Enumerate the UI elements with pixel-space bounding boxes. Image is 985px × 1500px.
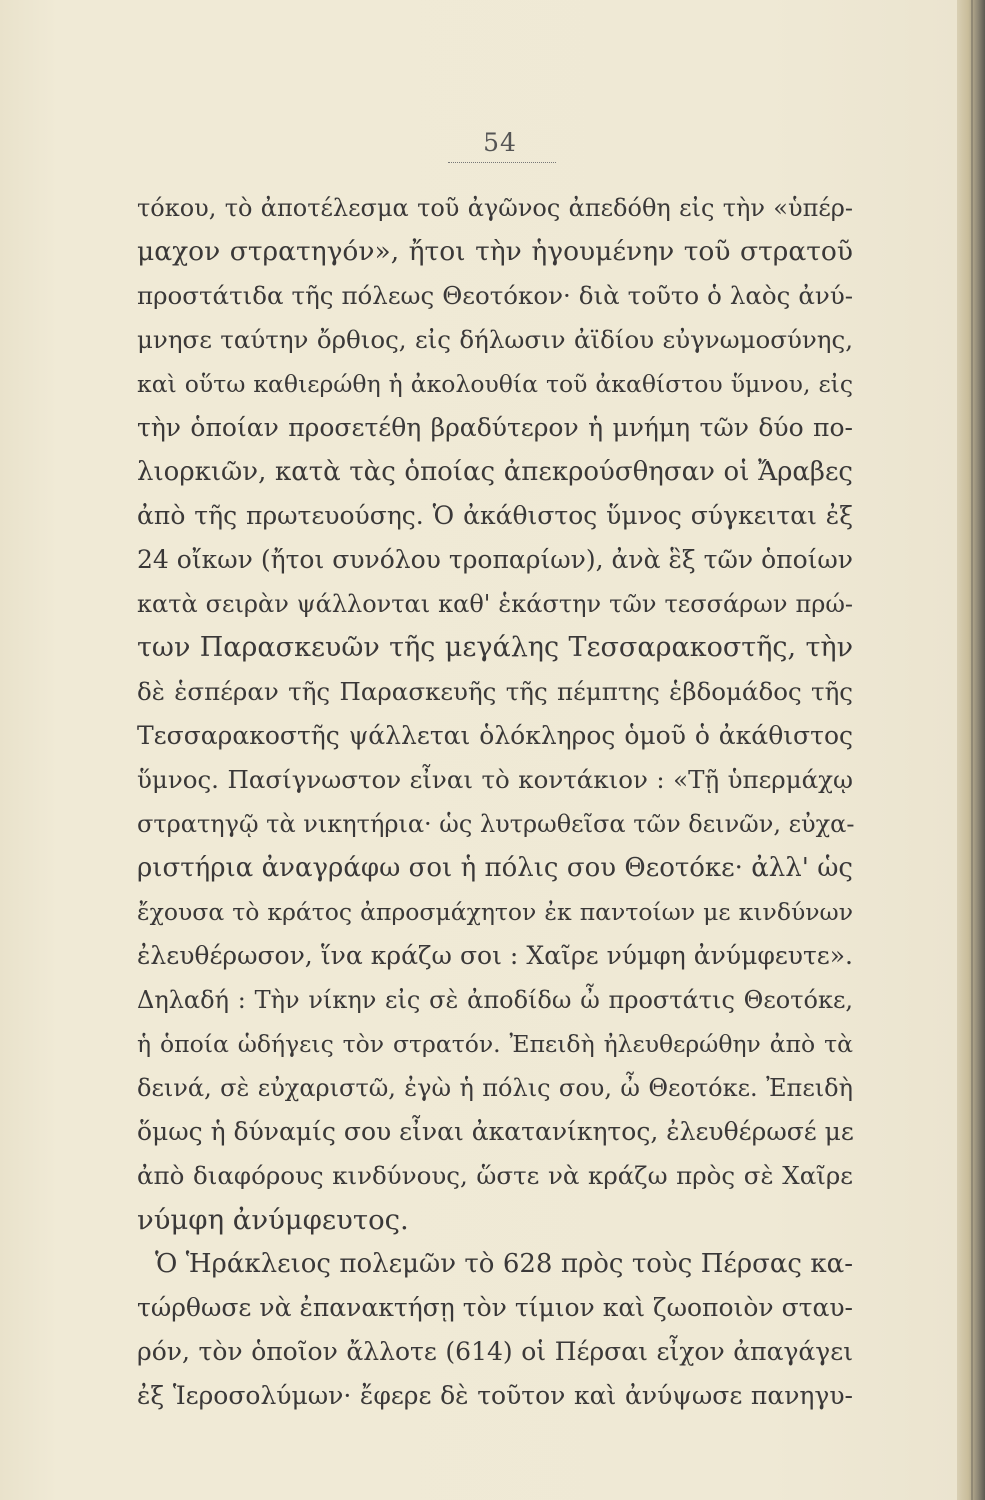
page-number: 54 <box>483 128 517 157</box>
text-line: ριστήρια ἀναγράφω σοι ἡ πόλις σου Θεοτόκε· ἀλλ' ὡς <box>137 853 853 883</box>
body-text <box>137 186 853 1418</box>
text-line: τώρθωσε νὰ ἐπανακτήσῃ τὸν τίμιον καὶ ζωοποιὸν σταυ- <box>137 1293 853 1322</box>
text-line: προστάτιδα τῆς πόλεως Θεοτόκον· διὰ τοῦτο ὁ λαὸς ἀνύ- <box>137 281 853 310</box>
text-line: 24 οἴκων (ἤτοι συνόλου τροπαρίων), ἀνὰ ἓξ τῶν ὁποίων <box>137 545 853 574</box>
text-line: των Παρασκευῶν τῆς μεγάλης Τεσσαρακοστῆς, τὴν <box>137 632 853 663</box>
text-line: μαχον στρατηγόν», ἤτοι τὴν ἡγουμένην τοῦ στρατοῦ <box>137 236 853 267</box>
text-line: λιορκιῶν, κατὰ τὰς ὁποίας ἀπεκρούσθησαν οἱ Ἄραβες <box>137 457 853 487</box>
text-line: ὕμνος. Πασίγνωστον εἶναι τὸ κοντάκιον : «Τῇ ὑπερμάχῳ <box>137 765 853 794</box>
text-line: ἀπὸ διαφόρους κινδύνους, ὥστε νὰ κράζω πρὸς σὲ Χαῖρε <box>137 1161 853 1190</box>
text-line: καὶ οὕτω καθιερώθη ἡ ἀκολουθία τοῦ ἀκαθίστου ὕμνου, εἰς <box>137 370 853 398</box>
text-line: δεινά, σὲ εὐχαριστῶ, ἐγὼ ἡ πόλις σου, ὦ Θεοτόκε. Ἐπειδὴ <box>137 1074 853 1102</box>
text-line: Δηλαδή : Τὴν νίκην εἰς σὲ ἀποδίδω ὦ προστάτις Θεοτόκε, <box>137 986 853 1014</box>
text-line: δὲ ἑσπέραν τῆς Παρασκευῆς τῆς πέμπτης ἑβδομάδος τῆς <box>137 677 853 706</box>
text-line: Ὁ Ἡράκλειος πολεμῶν τὸ 628 πρὸς τοὺς Πέρσας κα- <box>155 1249 853 1279</box>
header-rule <box>448 162 556 163</box>
text-line: νύμφη ἀνύμφευτος. <box>137 1204 409 1236</box>
text-line: ὅμως ἡ δύναμίς σου εἶναι ἀκατανίκητος, ἐλευθέρωσέ με <box>137 1117 854 1146</box>
text-line: ἀπὸ τῆς πρωτευούσης. Ὁ ἀκάθιστος ὕμνος σύγκειται ἐξ <box>137 501 853 530</box>
text-line: κατὰ σειρὰν ψάλλονται καθ' ἑκάστην τῶν τεσσάρων πρώ- <box>137 590 853 618</box>
text-line: τόκου, τὸ ἀποτέλεσμα τοῦ ἀγῶνος ἀπεδόθη εἰς τὴν «ὑπέρ- <box>137 194 853 222</box>
text-line: ἔχουσα τὸ κράτος ἀπροσμάχητον ἐκ παντοίων με κινδύνων <box>137 898 853 926</box>
binding-line <box>971 0 973 1500</box>
text-line: ἐξ Ἱεροσολύμων· ἔφερε δὲ τοῦτον καὶ ἀνύψωσε πανηγυ- <box>137 1381 853 1410</box>
text-line: μνησε ταύτην ὄρθιος, εἰς δήλωσιν ἀϊδίου εὐγνωμοσύνης, <box>137 325 853 354</box>
text-line: ἡ ὁποία ὡδήγεις τὸν στρατόν. Ἐπειδὴ ἠλευθερώθην ἀπὸ τὰ <box>137 1030 853 1058</box>
text-line: τὴν ὁποίαν προσετέθη βραδύτερον ἡ μνήμη τῶν δύο πο- <box>137 413 853 442</box>
text-line: Τεσσαρακοστῆς ψάλλεται ὁλόκληρος ὁμοῦ ὁ ἀκάθιστος <box>137 721 853 750</box>
text-line: ρόν, τὸν ὁποῖον ἄλλοτε (614) οἱ Πέρσαι εἶχον ἀπαγάγει <box>137 1337 853 1366</box>
text-line: ἐλευθέρωσον, ἵνα κράζω σοι : Χαῖρε νύμφη ἀνύμφευτε». <box>137 941 853 970</box>
text-line: στρατηγῷ τὰ νικητήρια· ὡς λυτρωθεῖσα τῶν δεινῶν, εὐχα- <box>137 810 855 838</box>
